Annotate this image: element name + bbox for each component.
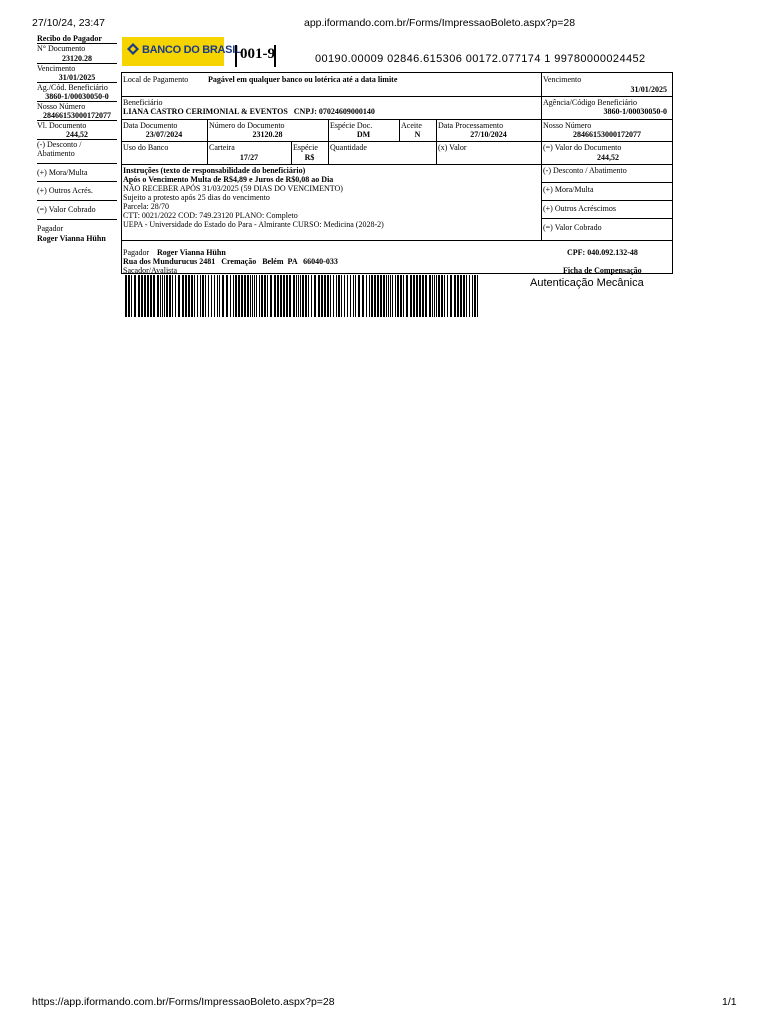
barcode-bar xyxy=(283,275,285,317)
print-datetime: 27/10/24, 23:47 xyxy=(32,17,105,29)
barcode-bar xyxy=(238,275,240,317)
doc-kind: DM xyxy=(356,130,371,139)
barcode-bar xyxy=(454,275,456,317)
currency-label: Espécie xyxy=(293,143,318,152)
barcode-bar xyxy=(188,275,190,317)
barcode-bar xyxy=(353,275,354,317)
barcode-bar xyxy=(261,275,263,317)
doc-value-label: (=) Valor do Documento xyxy=(543,143,622,152)
barcode-bar xyxy=(336,275,337,317)
proc-date: 27/10/2024 xyxy=(470,130,507,139)
barcode-bar xyxy=(444,275,445,317)
barcode-bar xyxy=(386,275,387,317)
due-date: 31/01/2025 xyxy=(630,85,667,94)
barcode-bar xyxy=(264,275,266,317)
due-label: Vencimento xyxy=(543,75,582,84)
instruction-line: UEPA - Universidade do Estado do Para - Almirante CURSO: Medicina (2028-2) xyxy=(123,220,384,229)
barcode-bar xyxy=(366,275,367,317)
mechanical-auth-label: Autenticação Mecânica xyxy=(530,277,644,289)
portfolio-label: Carteira xyxy=(209,143,235,152)
barcode-bar xyxy=(241,275,243,317)
barcode-bar xyxy=(469,275,470,317)
barcode-bar xyxy=(380,275,382,317)
page-count: 1/1 xyxy=(722,996,737,1008)
barcode-bar xyxy=(300,275,301,317)
barcode-bar xyxy=(434,275,435,317)
currency: R$ xyxy=(304,153,315,162)
barcode-bar xyxy=(436,275,437,317)
barcode xyxy=(125,275,481,317)
barcode-bar xyxy=(162,275,163,317)
barcode-bar xyxy=(211,275,212,317)
barcode-bar xyxy=(403,275,404,317)
barcode-bar xyxy=(244,275,246,317)
payer-label: Pagador xyxy=(123,248,150,257)
barcode-bar xyxy=(270,275,272,317)
barcode-bar xyxy=(447,275,448,317)
instruction-line: Parcela: 28/70 xyxy=(123,202,169,211)
barcode-bar xyxy=(474,275,476,317)
barcode-bar xyxy=(185,275,187,317)
barcode-bar xyxy=(383,275,385,317)
bank-logo xyxy=(122,37,242,66)
barcode-bar xyxy=(128,275,130,317)
barcode-bar xyxy=(457,275,459,317)
barcode-bar xyxy=(233,275,234,317)
barcode-bar xyxy=(358,275,360,317)
barcode-bar xyxy=(219,275,220,317)
barcode-bar xyxy=(134,275,136,317)
barcode-bar xyxy=(194,275,195,317)
barcode-bar xyxy=(308,275,309,317)
barcode-bar xyxy=(222,275,224,317)
footer-url[interactable]: https://app.iformando.com.br/Forms/ImpressaoBoleto.aspx?p=28 xyxy=(32,996,335,1008)
barcode-bar xyxy=(277,275,279,317)
barcode-bar xyxy=(463,275,465,317)
barcode-bar xyxy=(460,275,462,317)
barcode-bar xyxy=(141,275,143,317)
barcode-bar xyxy=(416,275,418,317)
receipt-payer-label: Pagador xyxy=(37,224,64,233)
receipt-amount: 244,52 xyxy=(66,130,88,139)
barcode-bar xyxy=(406,275,408,317)
barcode-bar xyxy=(410,275,412,317)
barcode-bar xyxy=(191,275,193,317)
barcode-bar xyxy=(324,275,326,317)
proc-date-label: Data Processamento xyxy=(438,121,504,130)
payment-place-label: Local de Pagamento xyxy=(123,75,189,84)
compensation-form-label: Ficha de Compensação xyxy=(563,266,642,275)
bank-use-label: Uso do Banco xyxy=(123,143,169,152)
barcode-bar xyxy=(131,275,132,317)
barcode-bar xyxy=(286,275,288,317)
barcode-bar xyxy=(314,275,316,317)
beneficiary-label: Beneficiário xyxy=(123,98,163,107)
barcode-bar xyxy=(477,275,478,317)
barcode-bar xyxy=(214,275,215,317)
barcode-bar xyxy=(392,275,393,317)
digitable-line[interactable]: 00190.00009 02846.615306 00172.077174 1 99780000024452 xyxy=(315,53,646,65)
barcode-bar xyxy=(347,275,348,317)
barcode-bar xyxy=(169,275,171,317)
barcode-bar xyxy=(350,275,351,317)
our-number-label: Nosso Número xyxy=(543,121,592,130)
doc-value: 244,52 xyxy=(597,153,619,162)
bank-symbol-icon xyxy=(126,42,140,56)
barcode-bar xyxy=(330,275,331,317)
barcode-bar xyxy=(377,275,379,317)
doc-kind-label: Espécie Doc. xyxy=(330,121,373,130)
barcode-bar xyxy=(429,275,431,317)
guarantor-label: Sacador/Avalista xyxy=(123,266,178,275)
payer-name: Roger Vianna Hühn xyxy=(157,248,226,257)
agency-code: 3860-1/00030050-0 xyxy=(603,107,667,116)
receipt-title: Recibo do Pagador xyxy=(37,34,102,43)
instructions-title: Instruções (texto de responsabilidade do beneficiário) xyxy=(123,166,306,175)
barcode-bar xyxy=(138,275,140,317)
barcode-bar xyxy=(305,275,307,317)
barcode-bar xyxy=(160,275,161,317)
barcode-bar xyxy=(413,275,415,317)
barcode-bar xyxy=(422,275,424,317)
barcode-bar xyxy=(247,275,249,317)
our-number: 28466153000172077 xyxy=(573,130,641,139)
receipt-charged-label: (=) Valor Cobrado xyxy=(37,205,96,214)
instruction-line: CTT: 0021/2022 COD: 749.23120 PLANO: Completo xyxy=(123,211,298,220)
instruction-line: NÃO RECEBER APÓS 31/03/2025 (59 DIAS DO VENCIMENTO) xyxy=(123,184,343,193)
accept-label: Aceite xyxy=(401,121,422,130)
barcode-bar xyxy=(441,275,443,317)
barcode-bar xyxy=(296,275,297,317)
receipt-other-label: (+) Outros Acrés. xyxy=(37,186,93,195)
barcode-bar xyxy=(327,275,329,317)
barcode-bar xyxy=(197,275,198,317)
barcode-bar xyxy=(178,275,180,317)
barcode-bar xyxy=(388,275,389,317)
bank-code: 001-9 xyxy=(240,46,275,62)
barcode-bar xyxy=(274,275,276,317)
barcode-bar xyxy=(466,275,467,317)
barcode-bar xyxy=(395,275,396,317)
receipt-our-number-label: Nosso Número xyxy=(37,102,86,111)
receipt-due: 31/01/2025 xyxy=(58,73,96,82)
payment-place: Pagável em qualquer banco ou lotérica até a data limite xyxy=(208,75,398,84)
receipt-agency: 3860-1/00030050-0 xyxy=(45,92,109,101)
barcode-bar xyxy=(362,275,364,317)
receipt-doc-num-label: N° Documento xyxy=(37,44,86,53)
barcode-bar xyxy=(400,275,402,317)
instruction-line: Após o Vencimento Multa de R$4,89 e Juros de R$0,08 ao Dia xyxy=(123,175,334,184)
agency-label: Agência/Código Beneficiário xyxy=(543,98,637,107)
barcode-bar xyxy=(226,275,228,317)
barcode-bar xyxy=(125,275,127,317)
doc-date-label: Data Documento xyxy=(123,121,178,130)
barcode-bar xyxy=(298,275,299,317)
barcode-bar xyxy=(341,275,342,317)
barcode-bar xyxy=(217,275,218,317)
barcode-bar xyxy=(153,275,155,317)
barcode-bar xyxy=(164,275,165,317)
barcode-bar xyxy=(208,275,209,317)
barcode-bar xyxy=(166,275,168,317)
receipt-due-label: Vencimento xyxy=(37,64,76,73)
barcode-bar xyxy=(371,275,373,317)
barcode-bar xyxy=(374,275,376,317)
receipt-payer: Roger Vianna Hühn xyxy=(37,234,106,243)
payer-cpf: CPF: 040.092.132-48 xyxy=(567,248,638,257)
barcode-bar xyxy=(200,275,201,317)
barcode-bar xyxy=(450,275,452,317)
barcode-bar xyxy=(182,275,184,317)
doc-num-label: Número do Documento xyxy=(209,121,285,130)
barcode-bar xyxy=(311,275,312,317)
barcode-bar xyxy=(202,275,204,317)
barcode-bar xyxy=(438,275,440,317)
barcode-bar xyxy=(256,275,257,317)
barcode-bar xyxy=(425,275,427,317)
receipt-doc-num: 23120.28 xyxy=(62,54,92,63)
barcode-bar xyxy=(419,275,421,317)
receipt-our-number: 28466153000172077 xyxy=(43,111,111,120)
accept: N xyxy=(414,130,421,139)
barcode-bar xyxy=(355,275,356,317)
receipt-discount-label: (-) Desconto / Abatimento xyxy=(37,140,82,158)
barcode-bar xyxy=(157,275,159,317)
barcode-bar xyxy=(252,275,253,317)
barcode-bar xyxy=(230,275,231,317)
barcode-bar xyxy=(338,275,340,317)
barcode-bar xyxy=(254,275,255,317)
barcode-bar xyxy=(333,275,334,317)
barcode-bar xyxy=(267,275,268,317)
x-value-label: (x) Valor xyxy=(438,143,467,152)
barcode-bar xyxy=(280,275,282,317)
doc-date: 23/07/2024 xyxy=(145,130,183,139)
barcode-bar xyxy=(175,275,176,317)
barcode-bar xyxy=(144,275,146,317)
charged-value-label: (=) Valor Cobrado xyxy=(543,223,602,232)
beneficiary: LIANA CASTRO CERIMONIAL & EVENTOS CNPJ: 07024609000140 xyxy=(123,107,375,116)
penalty-label: (+) Mora/Multa xyxy=(543,185,594,194)
barcode-bar xyxy=(235,275,237,317)
bank-logo-text: BANCO DO BRASIL xyxy=(142,44,242,56)
doc-num: 23120.28 xyxy=(252,130,283,139)
page-url-title: app.iformando.com.br/Forms/ImpressaoBoleto.aspx?p=28 xyxy=(304,17,576,29)
barcode-bar xyxy=(259,275,260,317)
barcode-bar xyxy=(293,275,295,317)
barcode-bar xyxy=(472,275,473,317)
barcode-bar xyxy=(432,275,433,317)
barcode-bar xyxy=(344,275,345,317)
barcode-bar xyxy=(390,275,391,317)
barcode-bar xyxy=(321,275,323,317)
quantity-label: Quantidade xyxy=(330,143,367,152)
other-additions-label: (+) Outros Acréscimos xyxy=(543,204,616,213)
portfolio: 17/27 xyxy=(239,153,259,162)
barcode-bar xyxy=(397,275,399,317)
barcode-bar xyxy=(147,275,149,317)
barcode-bar xyxy=(150,275,152,317)
barcode-bar xyxy=(250,275,251,317)
instruction-line: Sujeito a protesto após 25 dias do vencimento xyxy=(123,193,270,202)
barcode-bar xyxy=(205,275,206,317)
discount-label: (-) Desconto / Abatimento xyxy=(543,166,627,175)
receipt-penalty-label: (+) Mora/Multa xyxy=(37,168,88,177)
barcode-bar xyxy=(318,275,320,317)
barcode-bar xyxy=(302,275,304,317)
receipt-amount-label: Vl. Documento xyxy=(37,121,87,130)
payer-address: Rua dos Mundurucus 2481 Cremação Belém PA 66040-033 xyxy=(123,257,338,266)
barcode-bar xyxy=(172,275,173,317)
receipt-agency-label: Ag./Cód. Beneficiário xyxy=(37,83,108,92)
barcode-bar xyxy=(369,275,370,317)
barcode-bar xyxy=(289,275,291,317)
